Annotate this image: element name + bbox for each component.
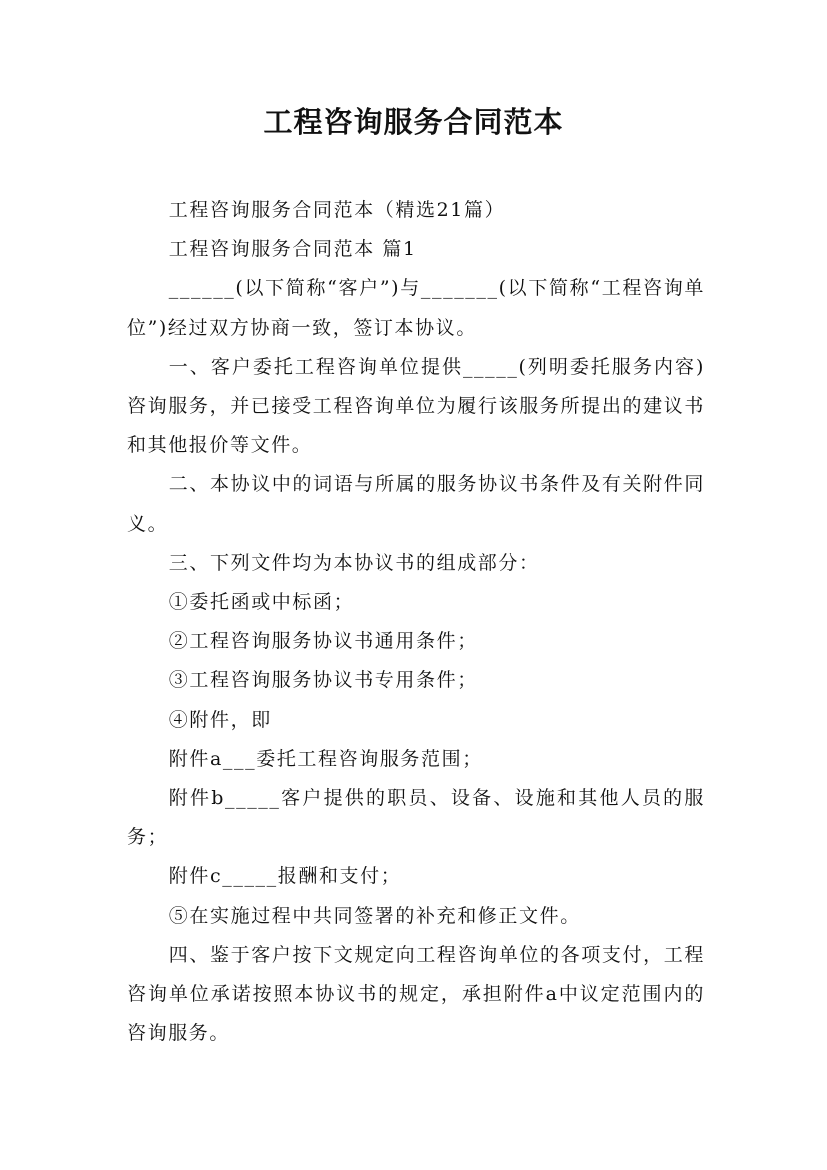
- list-item-1: ①委托函或中标函；: [168, 591, 355, 614]
- paragraph-clause-2: 二、本协议中的词语与所属的服务协议书条件及有关附件同义。: [127, 473, 705, 535]
- list-item-2: ②工程咨询服务协议书通用条件；: [168, 630, 478, 653]
- attachment-c: 附件c_____报酬和支付；: [168, 865, 402, 888]
- list-item-3: ③工程咨询服务协议书专用条件；: [168, 669, 478, 692]
- paragraph-clause-4: 四、鉴于客户按下文规定向工程咨询单位的各项支付，工程咨询单位承诺按照本协议书的规定，承担附件a中议定范围内的咨询服务。: [127, 943, 705, 1045]
- list-item-5: ⑤在实施过程中共同签署的补充和修正文件。: [168, 904, 581, 927]
- paragraph-clause-1: 一、客户委托工程咨询单位提供_____(列明委托服务内容)咨询服务，并已接受工程咨询单位为履行该服务所提出的建议书和其他报价等文件。: [127, 355, 705, 457]
- paragraph-parties: ______(以下简称“客户”)与_______(以下简称“工程咨询单位”)经过双方协商一致，签订本协议。: [127, 277, 705, 339]
- paragraph-clause-3: 三、下列文件均为本协议书的组成部分：: [168, 551, 540, 574]
- document-body: [127, 191, 705, 1053]
- attachment-b: 附件b_____客户提供的职员、设备、设施和其他人员的服务；: [127, 787, 705, 849]
- attachment-a: 附件a___委托工程咨询服务范围；: [168, 747, 483, 770]
- document-title: 工程咨询服务合同范本: [263, 105, 564, 139]
- list-item-4: ④附件，即: [168, 708, 272, 731]
- paragraph-subtitle: 工程咨询服务合同范本（精选21篇）: [168, 199, 506, 221]
- paragraph-section-heading: 工程咨询服务合同范本 篇1: [168, 238, 417, 261]
